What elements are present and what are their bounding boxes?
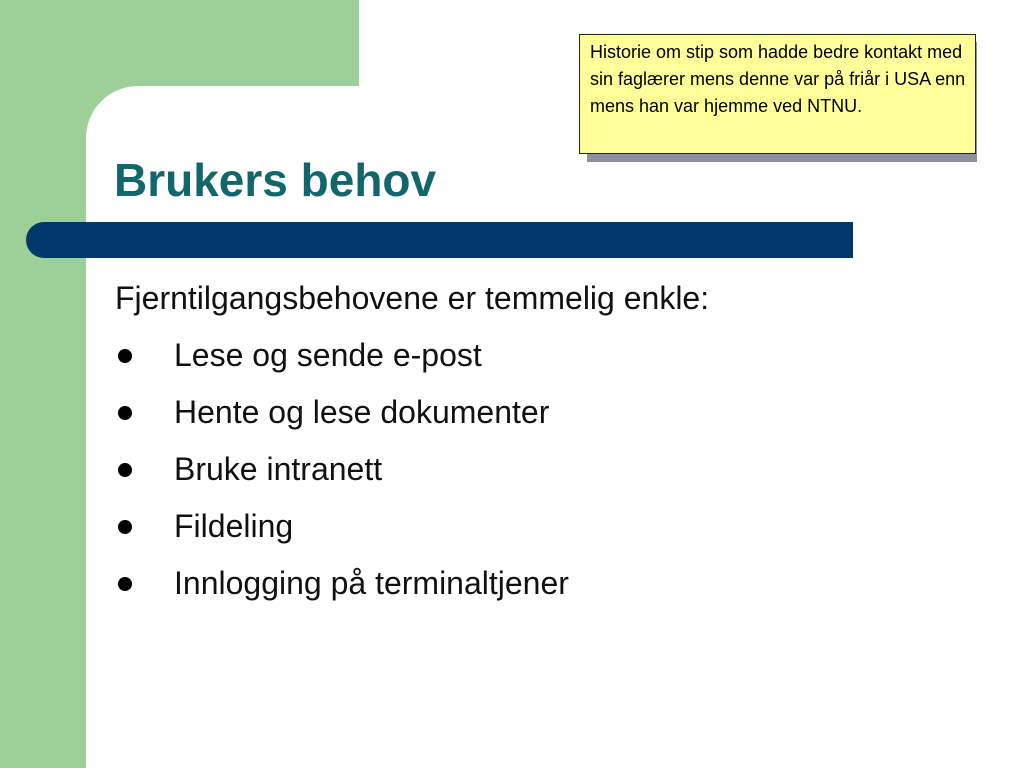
- intro-text: Fjerntilgangsbehovene er temmelig enkle:: [115, 280, 710, 316]
- bullet-label: Bruke intranett: [174, 451, 383, 487]
- slide-body: [115, 270, 915, 612]
- bullet-icon: [118, 463, 132, 477]
- bullet-label: Fildeling: [174, 508, 294, 544]
- bullet-list: [115, 327, 915, 612]
- bullet-item: [115, 555, 915, 612]
- bullet-label: Hente og lese dokumenter: [174, 394, 550, 430]
- bullet-item: [115, 327, 915, 384]
- bullet-item: [115, 498, 915, 555]
- bullet-icon: [118, 577, 132, 591]
- sticky-note[interactable]: Historie om stip som hadde bedre kontakt med sin faglærer mens denne var på friår i USA enn mens han var hjemme ved NTNU.: [579, 34, 976, 154]
- slide-title: Brukers behov: [114, 154, 437, 206]
- bullet-label: Lese og sende e-post: [174, 337, 482, 373]
- bullet-label: Innlogging på terminaltjener: [174, 565, 569, 601]
- bullet-icon: [118, 349, 132, 363]
- bullet-icon: [118, 520, 132, 534]
- bullet-item: [115, 441, 915, 498]
- title-underline-bar: [26, 222, 853, 258]
- bullet-icon: [118, 406, 132, 420]
- bullet-item: [115, 384, 915, 441]
